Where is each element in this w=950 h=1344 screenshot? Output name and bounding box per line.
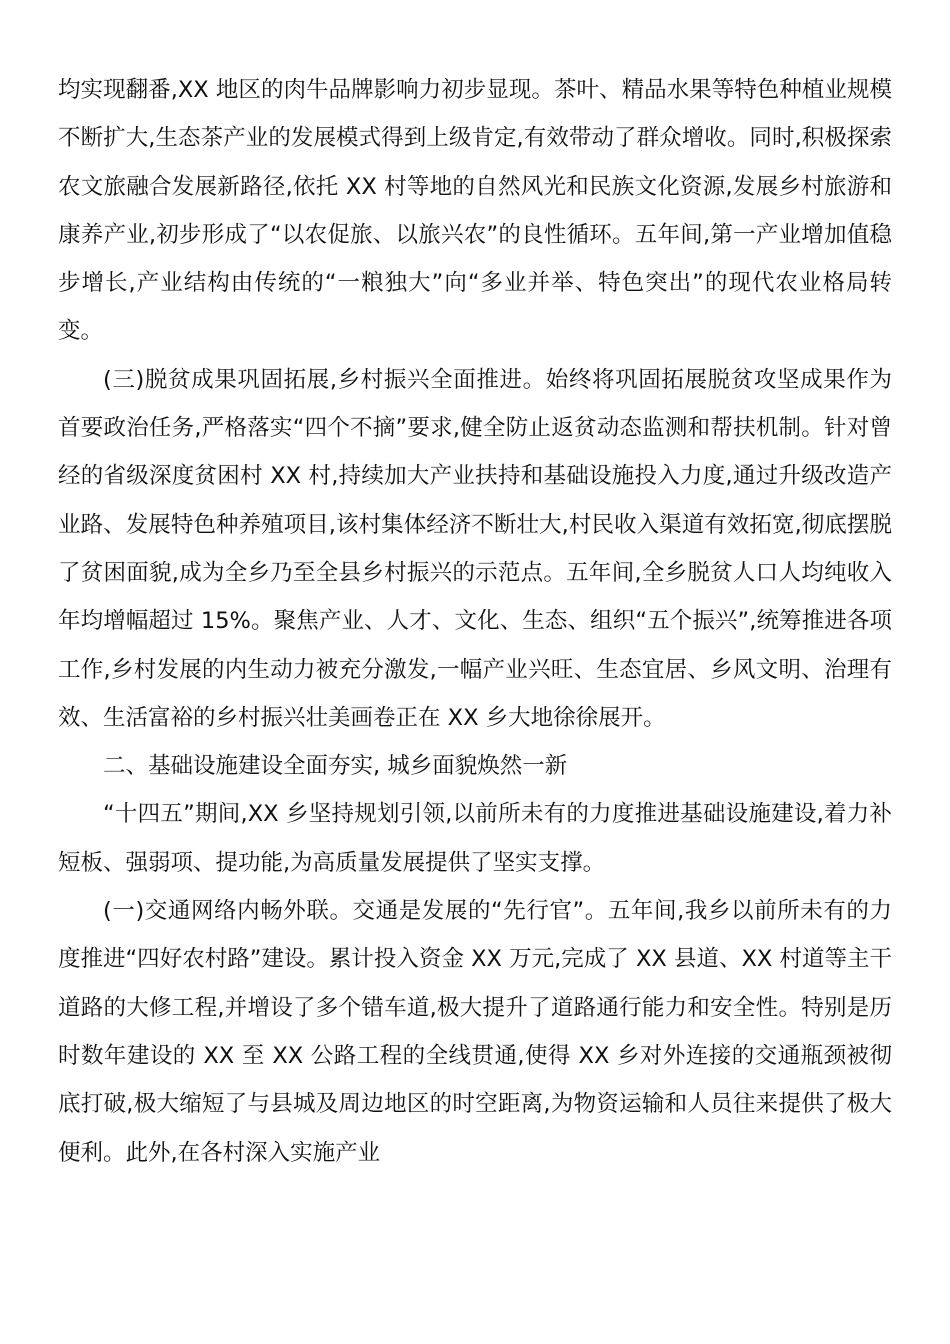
paragraph-industry-development: 均实现翻番,XX 地区的肉牛品牌影响力初步显现。茶叶、精品水果等特色种植业规模不断扩大,生态茶产业的发展模式得到上级肯定,有效带动了群众增收。同时,积极探索农文旅融合发展新路径,依托 XX 村等地的自然风光和民族文化资源,发展乡村旅游和康养产业,初步形成了“以农促旅、以旅兴农”的良性循环。五年间,第一产业增加值稳步增长,产业结构由传统的“一粮独大”向“多业并举、特色突出”的现代农业格局转变。 bbox=[58, 77, 892, 345]
document-page bbox=[58, 66, 892, 1177]
paragraph-transport-network: (一)交通网络内畅外联。交通是发展的“先行官”。五年间,我乡以前所未有的力度推进“四好农村路”建设。累计投入资金 XX 万元,完成了 XX 县道、XX 村道等主干道路的大修工程,并增设了多个错车道,极大提升了道路通行能力和安全性。特别是历时数年建设的 XX 至 XX 公路工程的全线贯通,使得 XX 乡对外连接的交通瓶颈被彻底打破,极大缩短了与县城及周边地区的时空距离,为物资运输和人员往来提供了极大便利。此外,在各村深入实施产业 bbox=[58, 898, 892, 1166]
paragraph-infrastructure-intro: “十四五”期间,XX 乡坚持规划引领,以前所未有的力度推进基础设施建设,着力补短板、强弱项、提功能,为高质量发展提供了坚实支撑。 bbox=[58, 801, 892, 876]
section-heading-infrastructure: 二、基础设施建设全面夯实, 城乡面貌焕然一新 bbox=[103, 753, 568, 780]
paragraph-poverty-alleviation: (三)脱贫成果巩固拓展,乡村振兴全面推进。始终将巩固拓展脱贫攻坚成果作为首要政治任务,严格落实“四个不摘”要求,健全防止返贫动态监测和帮扶机制。针对曾经的省级深度贫困村 XX 村,持续加大产业扶持和基础设施投入力度,通过升级改造产业路、发展特色种养殖项目,该村集体经济不断壮大,村民收入渠道有效拓宽,彻底摆脱了贫困面貌,成为全乡乃至全县乡村振兴的示范点。五年间,全乡脱贫人口人均纯收入年均增幅超过 15%。聚焦产业、人才、文化、生态、组织“五个振兴”,统筹推进各项工作,乡村发展的内生动力被充分激发,一幅产业兴旺、生态宜居、乡风文明、治理有效、生活富裕的乡村振兴壮美画卷正在 XX 乡大地徐徐展开。 bbox=[58, 366, 892, 731]
